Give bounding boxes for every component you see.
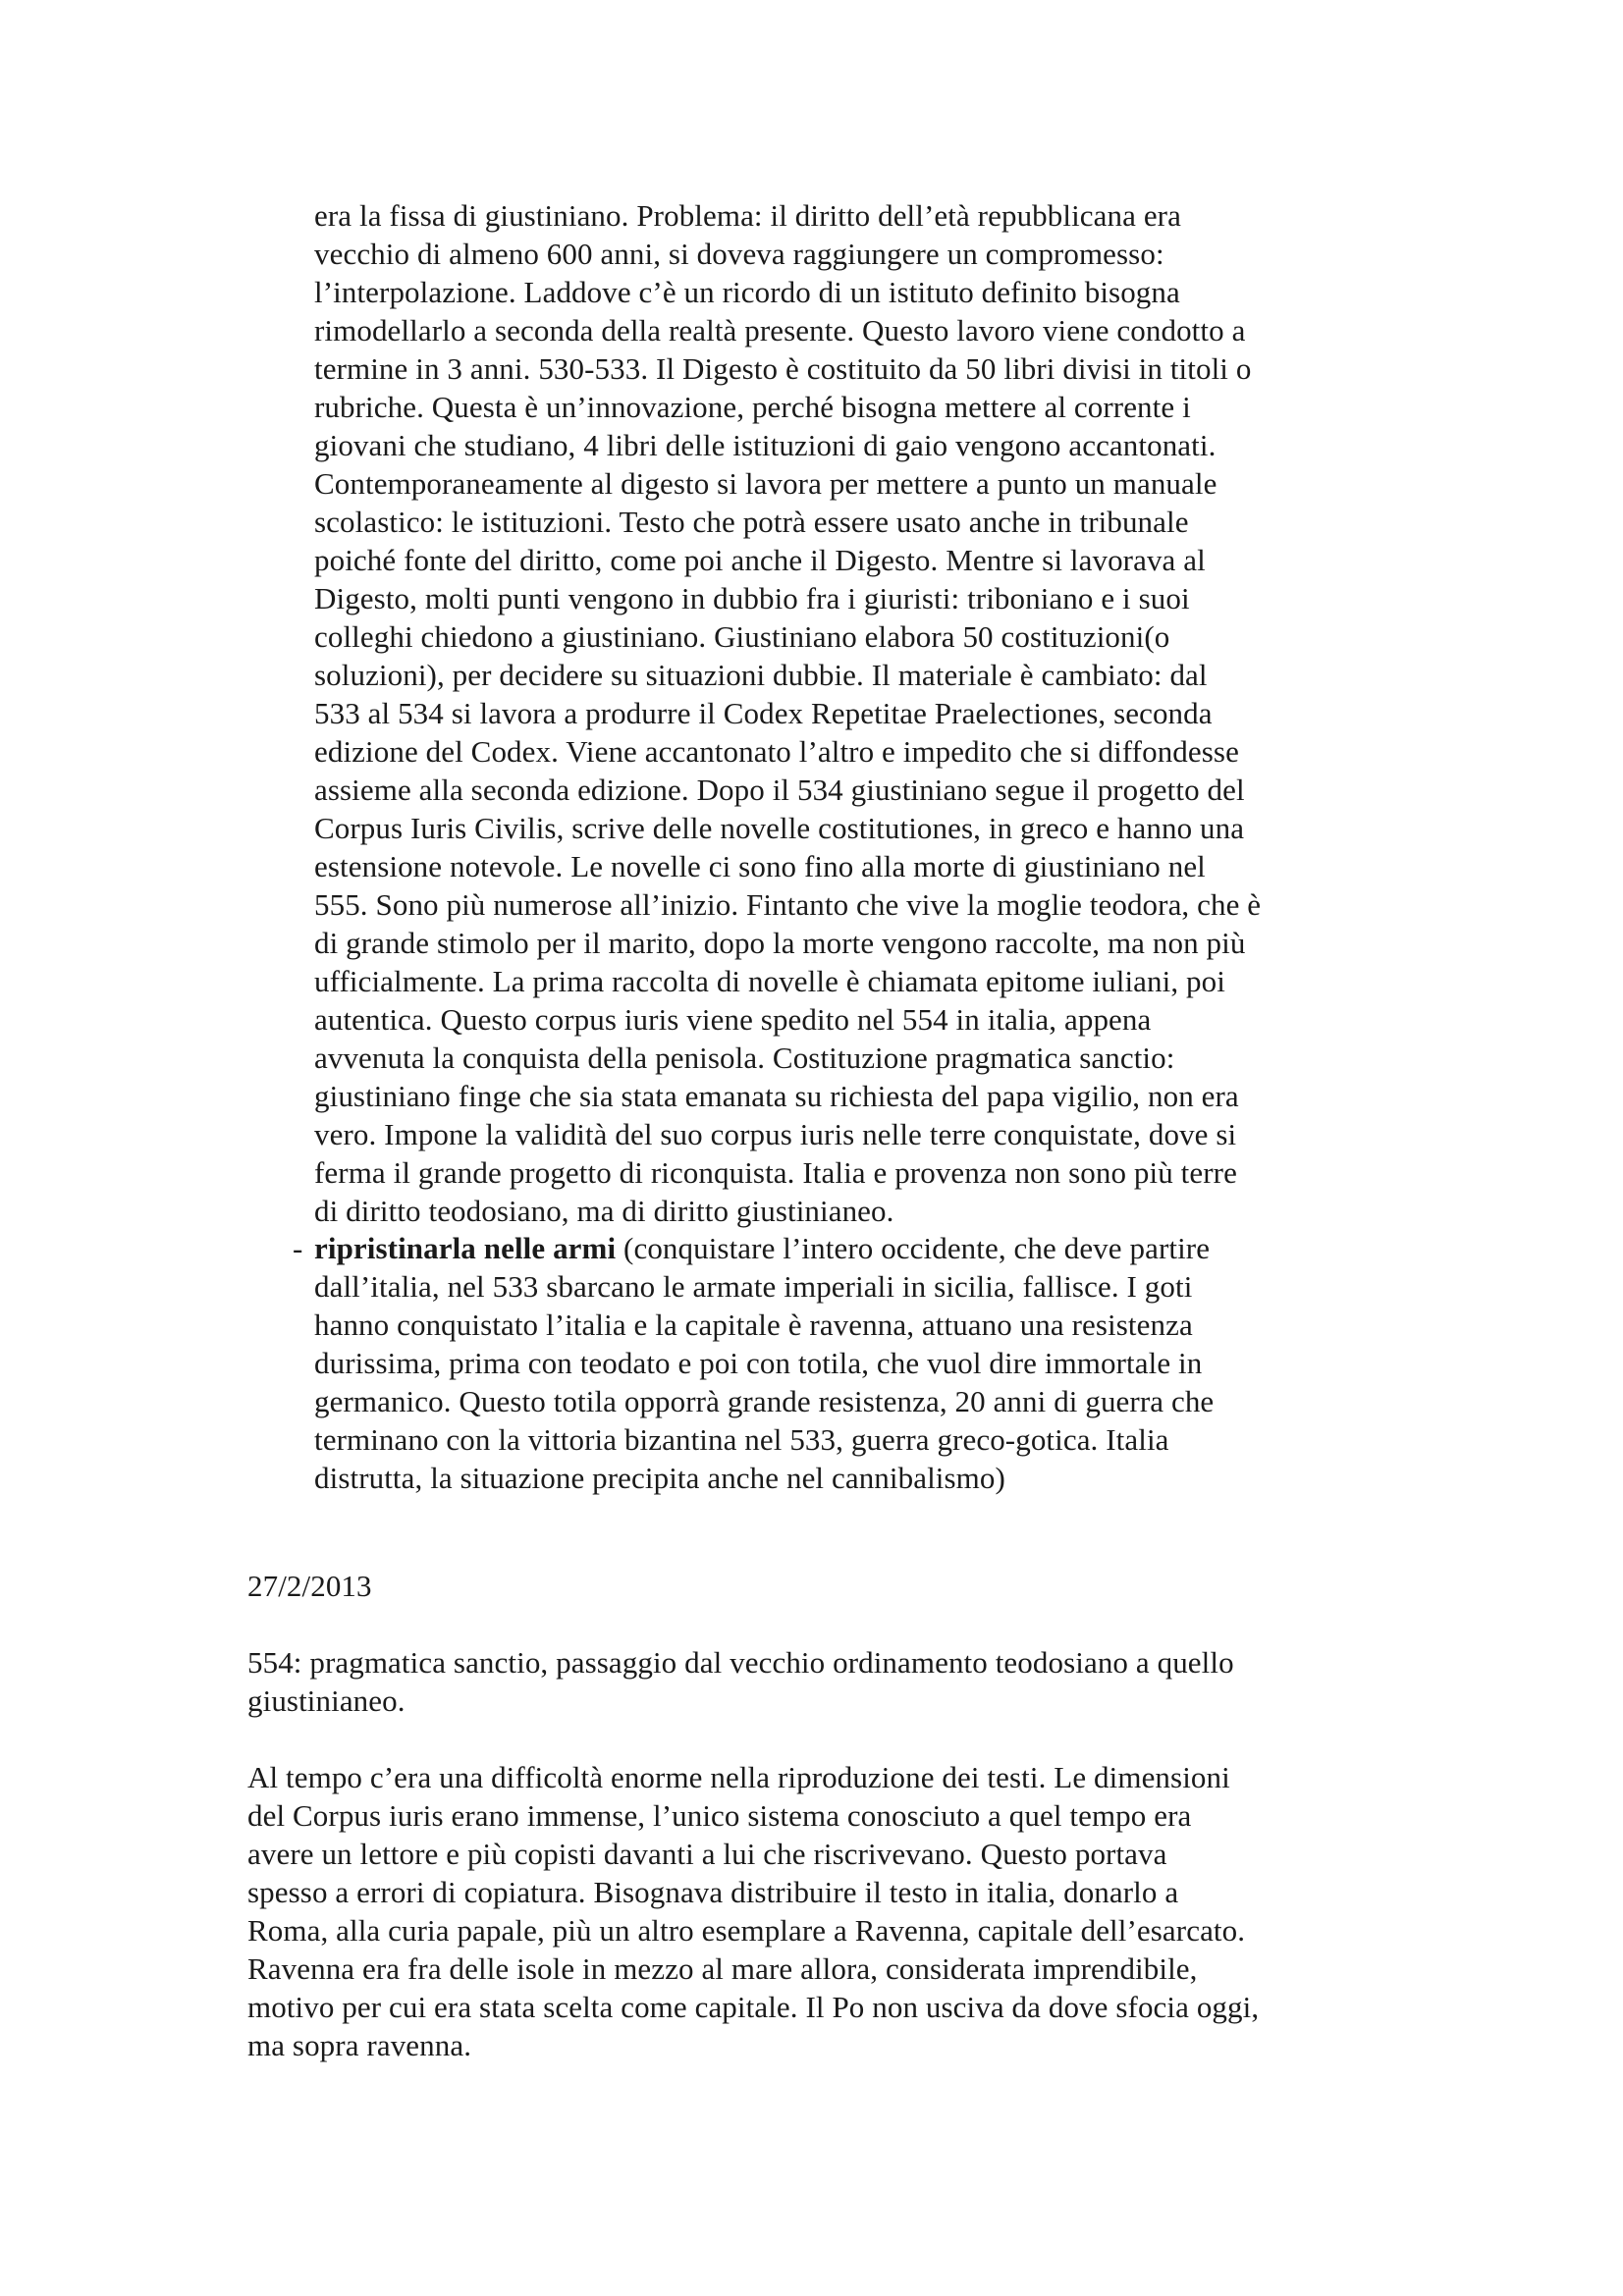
paragraph1-line: 554: pragmatica sanctio, passaggio dal vecchio ordinamento teodosiano a quello xyxy=(247,1645,1234,1680)
continuation-line: era la fissa di giustiniano. Problema: il diritto dell’età repubblicana era xyxy=(314,198,1181,233)
continuation-line: Contemporaneamente al digesto si lavora per mettere a punto un manuale xyxy=(314,466,1217,501)
continuation-line: avvenuta la conquista della penisola. Costituzione pragmatica sanctio: xyxy=(314,1041,1175,1075)
continuation-line: Corpus Iuris Civilis, scrive delle novelle costitutiones, in greco e hanno una xyxy=(314,811,1245,845)
continuation-line: assieme alla seconda edizione. Dopo il 534 giustiniano segue il progetto del xyxy=(314,773,1245,807)
continuation-line: rimodellarlo a seconda della realtà presente. Questo lavoro viene condotto a xyxy=(314,313,1246,347)
paragraph2-line: spesso a errori di copiatura. Bisognava distribuire il testo in italia, donarlo a xyxy=(247,1875,1179,1909)
continuation-line: estensione notevole. Le novelle ci sono fino alla morte di giustiniano nel xyxy=(314,849,1206,883)
continuation-line: l’interpolazione. Laddove c’è un ricordo di un istituto definito bisogna xyxy=(314,275,1180,309)
continuation-line: giovani che studiano, 4 libri delle istituzioni di gaio vengono accantonati. xyxy=(314,428,1217,462)
continuation-line: soluzioni), per decidere su situazioni dubbie. Il materiale è cambiato: dal xyxy=(314,658,1208,692)
bullet-line: hanno conquistato l’italia e la capitale è ravenna, attuano una resistenza xyxy=(314,1308,1193,1342)
bullet-line: durissima, prima con teodato e poi con totila, che vuol dire immortale in xyxy=(314,1346,1203,1380)
continuation-line: vecchio di almeno 600 anni, si doveva raggiungere un compromesso: xyxy=(314,237,1164,271)
continuation-line: giustiniano finge che sia stata emanata su richiesta del papa vigilio, non era xyxy=(314,1079,1239,1113)
paragraph2-line: avere un lettore e più copisti davanti a lui che riscrivevano. Questo portava xyxy=(247,1837,1167,1871)
continuation-line: ufficialmente. La prima raccolta di novelle è chiamata epitome iuliani, poi xyxy=(314,964,1225,998)
bullet-line: dall’italia, nel 533 sbarcano le armate imperiali in sicilia, fallisce. I goti xyxy=(314,1269,1193,1304)
continuation-line: autentica. Questo corpus iuris viene spedito nel 554 in italia, appena xyxy=(314,1002,1152,1037)
paragraph2-line: ma sopra ravenna. xyxy=(247,2028,472,2062)
continuation-line: scolastico: le istituzioni. Testo che potrà essere usato anche in tribunale xyxy=(314,505,1189,539)
paragraph2-line: Ravenna era fra delle isole in mezzo al mare allora, considerata imprendibile, xyxy=(247,1951,1198,1986)
bullet-line: terminano con la vittoria bizantina nel 533, guerra greco-gotica. Italia xyxy=(314,1422,1169,1457)
bullet-bold-lead: ripristinarla nelle armi xyxy=(314,1231,617,1265)
continuation-line: Digesto, molti punti vengono in dubbio fra i giuristi: triboniano e i suoi xyxy=(314,581,1190,615)
continuation-line: vero. Impone la validità del suo corpus iuris nelle terre conquistate, dove si xyxy=(314,1117,1237,1151)
paragraph2-line: motivo per cui era stata scelta come capitale. Il Po non usciva da dove sfocia oggi, xyxy=(247,1990,1260,2024)
continuation-line: termine in 3 anni. 530-533. Il Digesto è costituito da 50 libri divisi in titoli o xyxy=(314,351,1252,386)
bullet-first-line xyxy=(314,1229,1210,1267)
continuation-line: 555. Sono più numerose all’inizio. Fintanto che vive la moglie teodora, che è xyxy=(314,887,1262,922)
continuation-line: di grande stimolo per il marito, dopo la morte vengono raccolte, ma non più xyxy=(314,926,1246,960)
continuation-line: di diritto teodosiano, ma di diritto giustinianeo. xyxy=(314,1194,894,1228)
date-heading: 27/2/2013 xyxy=(247,1569,372,1603)
continuation-line: edizione del Codex. Viene accantonato l’altro e impedito che si diffondesse xyxy=(314,734,1239,769)
bullet-line: distrutta, la situazione precipita anche nel cannibalismo) xyxy=(314,1461,1005,1495)
continuation-line: poiché fonte del diritto, come poi anche il Digesto. Mentre si lavorava al xyxy=(314,543,1206,577)
continuation-line: 533 al 534 si lavora a produrre il Codex Repetitae Praelectiones, seconda xyxy=(314,696,1213,730)
bullet-dash: - xyxy=(293,1231,303,1265)
continuation-line: ferma il grande progetto di riconquista. Italia e provenza non sono più terre xyxy=(314,1155,1237,1190)
continuation-line: colleghi chiedono a giustiniano. Giustiniano elabora 50 costituzioni(o xyxy=(314,619,1170,654)
paragraph2-line: del Corpus iuris erano immense, l’unico sistema conosciuto a quel tempo era xyxy=(247,1798,1192,1833)
paragraph2-line: Al tempo c’era una difficoltà enorme nella riproduzione dei testi. Le dimensioni xyxy=(247,1760,1230,1794)
continuation-line: rubriche. Questa è un’innovazione, perché bisogna mettere al corrente i xyxy=(314,390,1191,424)
bullet-line: germanico. Questo totila opporrà grande resistenza, 20 anni di guerra che xyxy=(314,1384,1215,1418)
bullet-first-line-rest: (conquistare l’intero occidente, che deve partire xyxy=(616,1231,1211,1265)
paragraph1-line: giustinianeo. xyxy=(247,1683,406,1718)
paragraph2-line: Roma, alla curia papale, più un altro esemplare a Ravenna, capitale dell’esarcato. xyxy=(247,1913,1246,1948)
